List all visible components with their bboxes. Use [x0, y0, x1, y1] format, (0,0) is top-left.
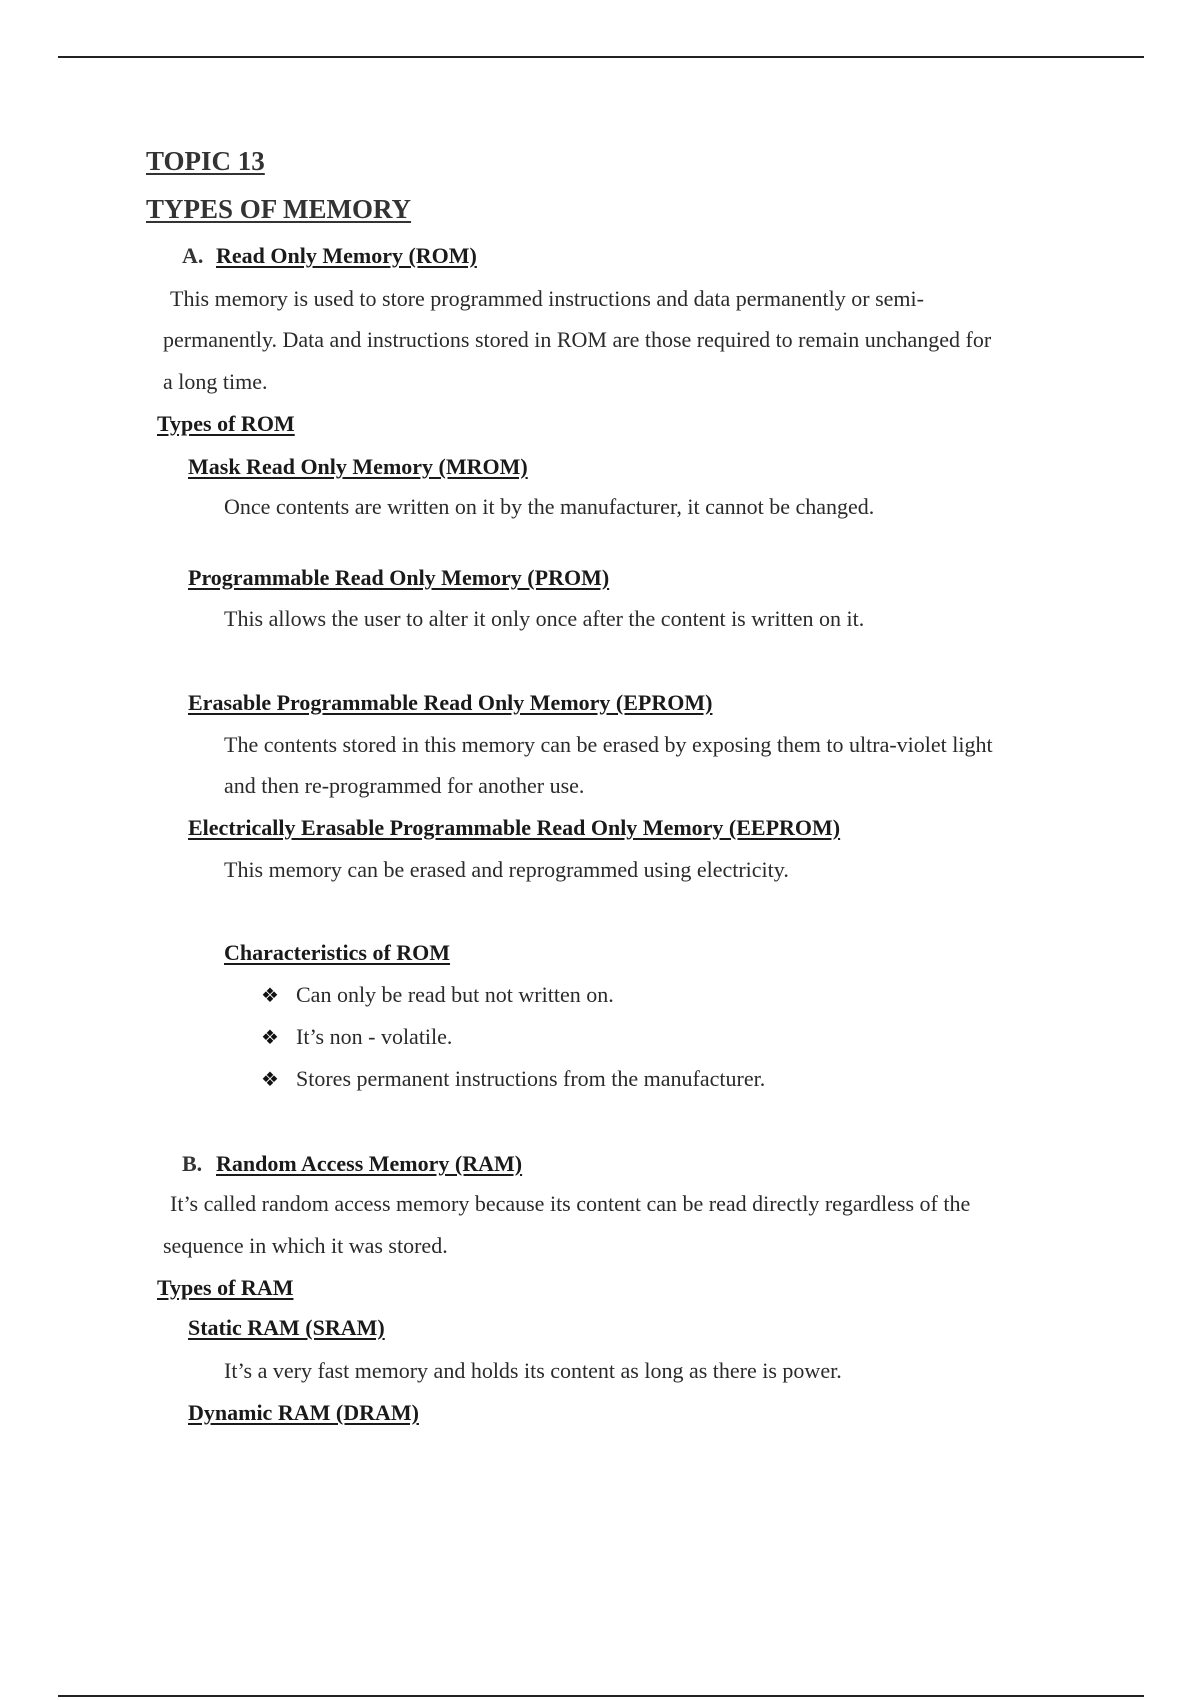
rom-intro-line-3: a long time.: [163, 369, 268, 394]
diamond-bullet-icon: ❖: [261, 985, 279, 1007]
section-b-heading: [182, 1151, 522, 1177]
rom-intro-line-2: permanently. Data and instructions stored in ROM are those required to remain unchanged for: [163, 327, 992, 352]
section-b-letter: B.: [182, 1151, 203, 1176]
rom-characteristic-3: Stores permanent instructions from the manufacturer.: [296, 1066, 766, 1091]
dram-heading: Dynamic RAM (DRAM): [188, 1400, 419, 1425]
eeprom-heading: Electrically Erasable Programmable Read Only Memory (EEPROM): [188, 815, 841, 840]
eprom-description-line-1: The contents stored in this memory can be erased by exposing them to ultra-violet light: [224, 732, 993, 757]
sram-heading: Static RAM (SRAM): [188, 1315, 385, 1340]
types-of-ram-heading: Types of RAM: [157, 1275, 294, 1300]
section-a-title: Read Only Memory (ROM): [216, 243, 477, 268]
section-a-letter: A.: [182, 243, 204, 268]
topic-number: TOPIC 13: [146, 146, 265, 176]
types-of-rom-heading: Types of ROM: [157, 411, 295, 436]
ram-intro-line-1: It’s called random access memory because its content can be read directly regardless of the: [170, 1191, 971, 1216]
mrom-description: Once contents are written on it by the manufacturer, it cannot be changed.: [224, 494, 875, 519]
diamond-bullet-icon: ❖: [261, 1027, 279, 1049]
prom-description: This allows the user to alter it only once after the content is written on it.: [224, 606, 865, 631]
eprom-description-line-2: and then re-programmed for another use.: [224, 773, 585, 798]
rom-characteristic-2: It’s non - volatile.: [296, 1024, 453, 1049]
prom-heading: Programmable Read Only Memory (PROM): [188, 565, 610, 590]
ram-intro-line-2: sequence in which it was stored.: [163, 1233, 448, 1258]
top-rule: [58, 56, 1144, 58]
eeprom-description: This memory can be erased and reprogrammed using electricity.: [224, 857, 789, 882]
sram-description: It’s a very fast memory and holds its content as long as there is power.: [224, 1358, 842, 1383]
bottom-rule: [58, 1695, 1144, 1697]
eprom-heading: Erasable Programmable Read Only Memory (EPROM): [188, 690, 713, 715]
mrom-heading: Mask Read Only Memory (MROM): [188, 454, 528, 479]
section-b-title: Random Access Memory (RAM): [216, 1151, 523, 1176]
page-title: TYPES OF MEMORY: [146, 194, 412, 224]
rom-intro-line-1: This memory is used to store programmed instructions and data permanently or semi-: [170, 286, 924, 311]
section-a-heading: [182, 243, 477, 269]
rom-characteristic-1: Can only be read but not written on.: [296, 982, 614, 1007]
diamond-bullet-icon: ❖: [261, 1069, 279, 1091]
characteristics-of-rom-heading: Characteristics of ROM: [224, 940, 451, 965]
